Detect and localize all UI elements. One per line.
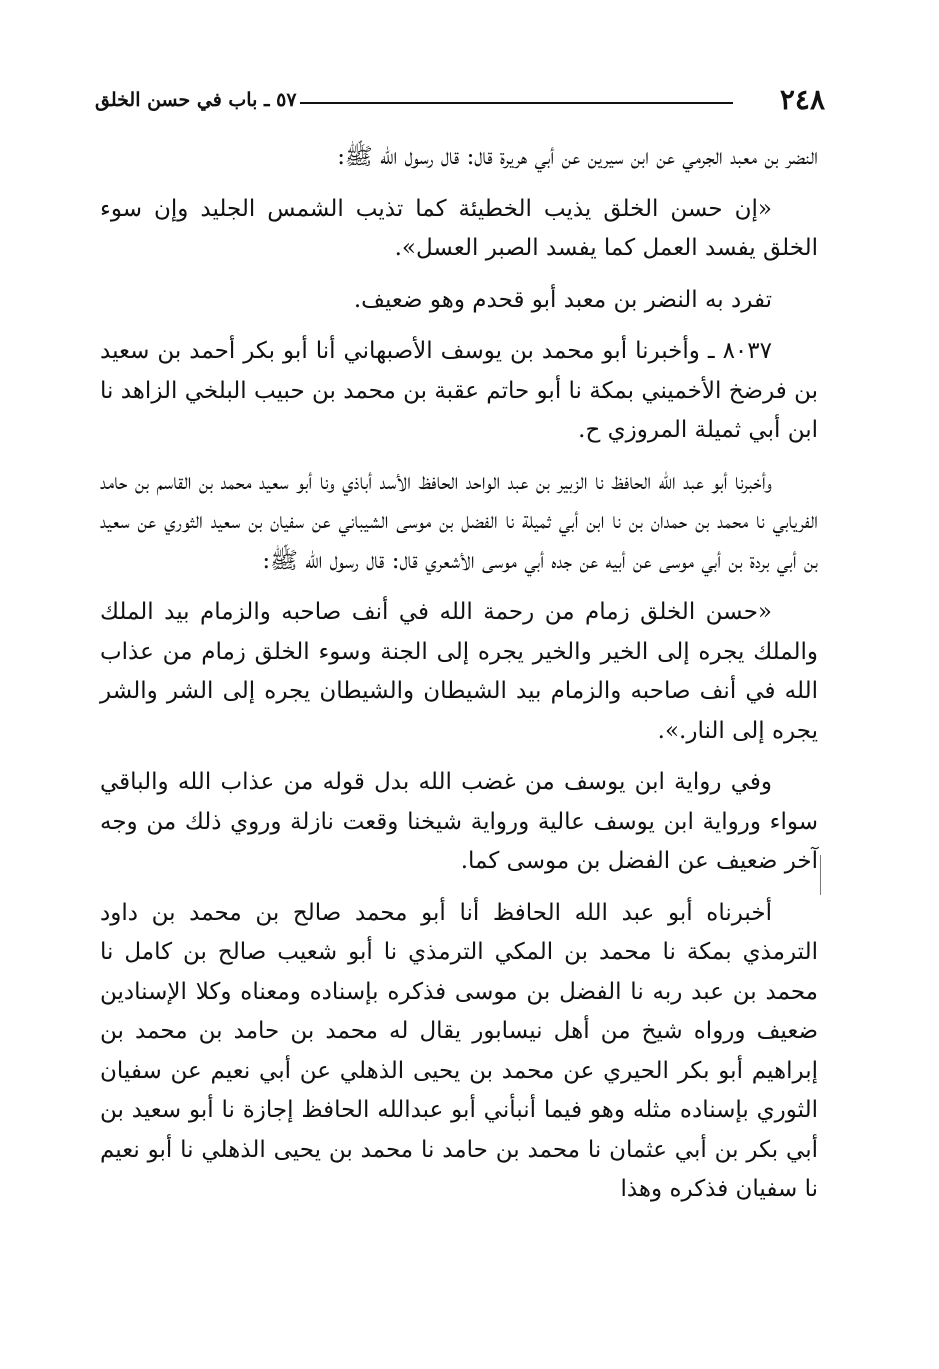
paragraph-chain: وأخبرنا أبو عبد الله الحافظ نا الزبير بن عبد الواحد الحافظ الأسد أباذي ونا أبو سعيد محمد بن القاسم بن حامد الفريابي نا محمد بن حمدان بن نا ابن أبي ثميلة نا الفضل بن موسى الشيباني عن سفيان بن سعيد الثوري عن سعيد بن أبي بردة بن أبي موسى عن أبيه عن جده أبي موسى الأشعري قال: قال رسول الله ﷺ: [100, 468, 818, 574]
paragraph-chain-end: النضر بن معبد الجرمي عن ابن سيرين عن أبي هريرة قال: قال رسول الله ﷺ: [337, 144, 818, 170]
paragraph-hadith-8037: ٨٠٣٧ ـ وأخبرنا أبو محمد بن يوسف الأصبهاني أنا أبو بكر أحمد بن سعيد بن فرضخ الأخميني بمكة نا أبو حاتم عقبة بن محمد بن حبيب البلخي الزاهد نا ابن أبي ثميلة المروزي ح. [100, 338, 818, 443]
paragraph-hadith-quote: «حسن الخلق زمام من رحمة الله في أنف صاحبه والزمام بيد الملك والملك يجره إلى الخير والخير يجره إلى الجنة وسوء الخلق زمام من عذاب الله في أنف صاحبه والزمام بيد الشيطان والشيطان يجره إلى الشر والشر يجره إلى النار.». [100, 599, 818, 744]
body-text [100, 138, 818, 1222]
paragraph-hadith-text: «إن حسن الخلق يذيب الخطيئة كما تذيب الشمس الجليد وإن سوء الخلق يفسد العمل كما يفسد الصبر العسل». [100, 195, 818, 261]
page-number: ٢٤٨ [779, 83, 825, 116]
paragraph-note: تفرد به النضر بن معبد أبو قحدم وهو ضعيف. [353, 286, 772, 313]
paragraph-further-chain: أخبرناه أبو عبد الله الحافظ أنا أبو محمد صالح بن محمد بن داود الترمذي بمكة نا محمد بن المكي الترمذي نا أبو شعيب صالح بن كامل نا محمد بن عبد ربه نا الفضل بن موسى فذكره بإسناده ومعناه وكلا الإسنادين ضعيف ورواه شيخ من أهل نيسابور يقال له محمد بن حامد بن محمد بن إبراهيم أبو بكر الحيري عن محمد بن يحيى الذهلي عن أبي نعيم عن سفيان الثوري بإسناده مثله وهو فيما أنبأني أبو عبدالله الحافظ إجازة نا أبو سعيد بن أبي بكر بن أبي عثمان نا محمد بن حامد نا محمد بن يحيى الذهلي نا أبو نعيم نا سفيان فذكره وهذا [100, 899, 818, 1202]
paragraph-narration-note: وفي رواية ابن يوسف من غضب الله بدل قوله من عذاب الله والباقي سواء ورواية ابن يوسف عالية ورواية شيخنا وقعت نازلة وروي ذلك من وجه آخر ضعيف عن الفضل بن موسى كما. [100, 769, 818, 874]
margin-mark [820, 855, 821, 895]
header-rule [300, 102, 733, 104]
chapter-title: ٥٧ ـ باب في حسن الخلق [95, 89, 297, 111]
page-header [95, 80, 825, 120]
